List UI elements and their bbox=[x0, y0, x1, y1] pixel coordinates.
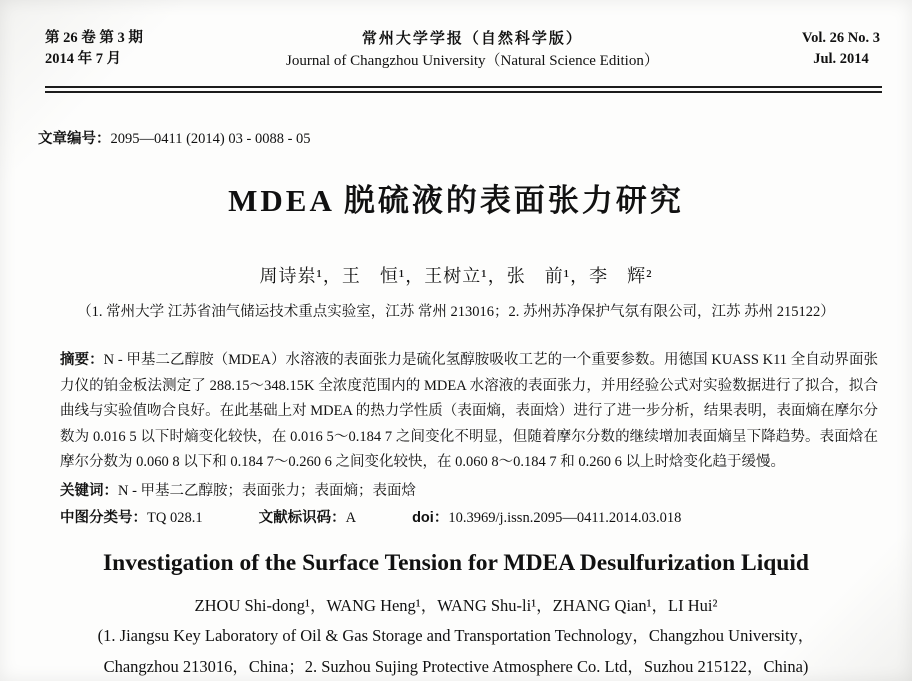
paper-title-cn: MDEA 脱硫液的表面张力研究 bbox=[228, 183, 684, 218]
keywords-value: N - 甲基二乙醇胺；表面张力；表面熵；表面焓 bbox=[118, 483, 417, 499]
affiliation-en bbox=[0, 620, 912, 681]
article-number-value: 2095—0411 (2014) 03 - 0088 - 05 bbox=[110, 131, 311, 147]
clc-label: 中图分类号： bbox=[60, 510, 147, 526]
volume-issue-cn: 第 26 卷 第 3 期 bbox=[45, 30, 143, 46]
affiliation-en-line2: Changzhou 213016，China；2. Suzhou Sujing Protective Atmosphere Co. Ltd，Suzhou 215122，China) bbox=[103, 657, 809, 676]
clc-value: TQ 028.1 bbox=[147, 510, 203, 526]
abstract-text: N - 甲基二乙醇胺（MDEA）水溶液的表面张力是硫化氢醇胺吸收工艺的一个重要参数。用德国 KUASS K11 全自动界面张力仪的铂金板法测定了 288.15～348.15K 全浓度范围内的 MDEA 水溶液的表面张力，并用经验公式对实验数据进行了拟合，拟合曲线与实验值吻合良好。在此基础上对 MDEA 的热力学性质（表面熵，表面焓）进行了进一步分析，结果表明，表面熵在摩尔分数为 0.016 5 以下时熵变化较快，在 0.016 5～0.184 7 之间变化不明显，但随着摩尔分数的继续增加表面熵呈下降趋势。表面焓在摩尔分数为 0.060 8 以下和 0.184 7～0.260 6 之间变化较快，在 0.060 8～0.184 7 和 0.260 6 以上时焓变化趋于缓慢。 bbox=[60, 352, 878, 470]
article-number-label: 文章编号： bbox=[38, 131, 111, 147]
masthead-volume-issue-cn bbox=[45, 28, 143, 70]
doi-value: 10.3969/j.issn.2095—0411.2014.03.018 bbox=[448, 510, 682, 526]
doc-code-label: 文献标识码： bbox=[258, 510, 346, 526]
affiliation-en-line1: (1. Jiangsu Key Laboratory of Oil & Gas Storage and Transportation Technology，Changzhou University， bbox=[97, 626, 815, 645]
article-number-line bbox=[38, 127, 311, 148]
doc-code-value: A bbox=[345, 510, 357, 526]
date-en: Jul. 2014 bbox=[813, 51, 869, 67]
journal-name-en: Journal of Changzhou University（Natural Science Edition） bbox=[286, 53, 659, 69]
keywords-label: 关键词： bbox=[60, 483, 118, 499]
paper-title-en: Investigation of the Surface Tension for MDEA Desulfurization Liquid bbox=[103, 550, 809, 576]
doi-label: doi： bbox=[412, 510, 449, 526]
masthead-divider-rule bbox=[45, 86, 882, 93]
authors-en: ZHOU Shi-dong¹，WANG Heng¹，WANG Shu-li¹，ZHANG Qian¹，LI Hui² bbox=[194, 596, 718, 615]
journal-masthead bbox=[45, 28, 880, 72]
masthead-volume-issue-en bbox=[802, 28, 880, 70]
authors-cn: 周诗岽¹，王 恒¹，王树立¹，张 前¹，李 辉² bbox=[259, 266, 653, 286]
abstract-label: 摘要： bbox=[60, 352, 104, 368]
abstract-block bbox=[60, 348, 878, 476]
volume-issue-en: Vol. 26 No. 3 bbox=[801, 30, 880, 46]
journal-name-cn: 常州大学学报（自然科学版） bbox=[361, 31, 583, 47]
classification-line bbox=[60, 506, 878, 527]
keywords-line bbox=[60, 479, 878, 500]
affiliation-cn: （1. 常州大学 江苏省油气储运技术重点实验室，江苏 常州 213016；2. 苏州苏净保护气氛有限公司，江苏 苏州 215122） bbox=[77, 304, 835, 320]
masthead-journal-name bbox=[143, 28, 802, 72]
date-cn: 2014 年 7 月 bbox=[45, 51, 122, 67]
